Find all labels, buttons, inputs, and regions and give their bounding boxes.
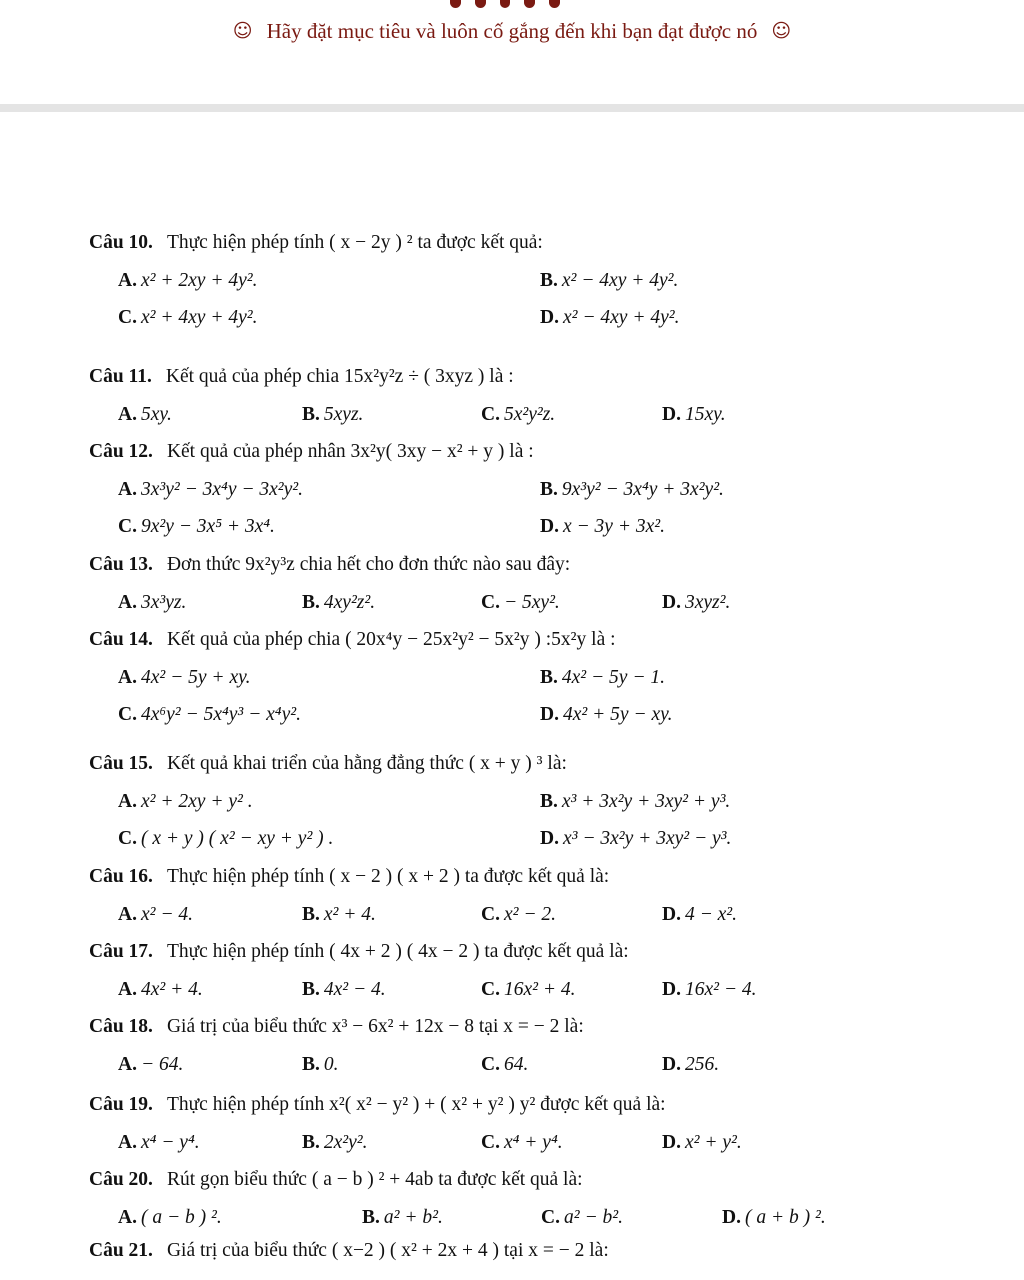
option-text: x⁴ + y⁴. [503,1132,563,1153]
option-text: 4x⁶y² − 5x⁴y³ − x⁴y². [140,704,301,725]
option-key: C. [481,592,500,613]
option-key: A. [118,667,137,688]
option-key: C. [481,1054,500,1075]
option-text: 256. [684,1054,720,1075]
question-number: Câu 10. [89,232,153,253]
option-text: 16x² − 4. [684,979,757,1000]
answer-option[interactable] [118,404,172,426]
option-text: x² − 4. [140,904,194,925]
answer-option[interactable] [662,979,757,1001]
answer-option[interactable] [118,791,253,813]
motto-text: Hãy đặt mục tiêu và luôn cố gắng đến khi bạn đạt được nó [266,18,758,43]
option-text: 3x³yz. [140,592,187,613]
question-text: Kết quả của phép nhân 3x²y( 3xy − x² + y ) là : [166,441,534,462]
option-text: 4x² − 5y + xy. [140,667,251,688]
option-key: C. [481,1132,500,1153]
option-text: x² + y². [684,1132,742,1153]
option-text: 9x³y² − 3x⁴y + 3x²y². [561,479,724,500]
option-key: A. [118,1054,137,1075]
answer-option[interactable] [481,1132,563,1154]
question-text: Đơn thức 9x²y³z chia hết cho đơn thức nào sau đây: [166,554,571,575]
question-stem [89,941,629,963]
option-key: D. [662,979,681,1000]
option-key: D. [662,1054,681,1075]
option-text: 4x² + 4. [140,979,203,1000]
question-text: Kết quả của phép chia 15x²y²z ÷ ( 3xyz ) là : [165,366,514,387]
answer-option[interactable] [722,1207,826,1229]
option-text: 16x² + 4. [503,979,576,1000]
option-text: − 5xy². [503,592,560,613]
answer-option[interactable] [481,904,556,926]
option-key: B. [540,479,558,500]
option-key: B. [540,667,558,688]
smiley-icon: ☺ [232,20,253,42]
question-number: Câu 15. [89,753,153,774]
option-text: 15xy. [684,404,726,425]
option-key: C. [541,1207,560,1228]
option-key: C. [118,516,137,537]
question-text: Kết quả của phép chia ( 20x⁴y − 25x²y² − 5x²y ) :5x²y là : [166,629,616,650]
option-text: x⁴ − y⁴. [140,1132,200,1153]
option-text: 3xyz². [684,592,731,613]
question-stem [89,1094,666,1116]
option-key: B. [302,904,320,925]
answer-option[interactable] [118,270,257,292]
question-number: Câu 13. [89,554,153,575]
answer-option[interactable] [118,1207,222,1229]
answer-option[interactable] [540,270,678,292]
option-text: x² − 4xy + 4y². [561,270,679,291]
option-key: D. [662,592,681,613]
question-number: Câu 18. [89,1016,153,1037]
answer-option[interactable] [118,979,203,1001]
option-text: 4x² + 5y − xy. [562,704,673,725]
option-text: x² + 2xy + y² . [140,791,253,812]
question-number: Câu 14. [89,629,153,650]
answer-option[interactable] [302,592,375,614]
answer-option[interactable] [662,404,726,426]
option-text: 5xyz. [323,404,364,425]
option-key: B. [362,1207,380,1228]
smiley-icon: ☺ [771,20,792,42]
option-text: ( x + y ) ( x² − xy + y² ) . [140,828,334,849]
answer-option[interactable] [302,1054,339,1076]
question-stem [89,866,609,888]
option-key: D. [540,828,559,849]
option-text: ( a + b ) ². [744,1207,826,1228]
answer-option[interactable] [540,828,731,850]
option-text: 3x³y² − 3x⁴y − 3x²y². [140,479,304,500]
option-text: 2x²y². [323,1132,368,1153]
answer-option[interactable] [118,704,301,726]
option-text: 9x²y − 3x⁵ + 3x⁴. [140,516,275,537]
option-key: D. [540,307,559,328]
answer-option[interactable] [662,1054,719,1076]
answer-option[interactable] [481,979,576,1001]
question-stem [89,232,543,254]
option-text: x² − 4xy + 4y². [562,307,680,328]
option-key: C. [481,904,500,925]
option-key: B. [302,404,320,425]
option-key: A. [118,404,137,425]
answer-option[interactable] [362,1207,443,1229]
answer-option[interactable] [118,516,275,538]
answer-option[interactable] [118,828,333,850]
question-number: Câu 19. [89,1094,153,1115]
option-key: B. [302,1132,320,1153]
option-key: A. [118,479,137,500]
answer-option[interactable] [481,592,560,614]
option-text: x³ − 3x²y + 3xy² − y³. [562,828,732,849]
option-text: x³ + 3x²y + 3xy² + y³. [561,791,731,812]
answer-option[interactable] [302,404,363,426]
answer-option[interactable] [662,904,737,926]
option-text: − 64. [140,1054,184,1075]
question-text: Rút gọn biểu thức ( a − b ) ² + 4ab ta được kết quả là: [166,1169,583,1190]
answer-option[interactable] [540,791,730,813]
answer-option[interactable] [302,1132,368,1154]
answer-option[interactable] [481,404,555,426]
question-text: Thực hiện phép tính x²( x² − y² ) + ( x² + y² ) y² được kết quả là: [166,1094,666,1115]
question-text: Thực hiện phép tính ( x − 2y ) ² ta được kết quả: [166,232,543,253]
option-key: D. [722,1207,741,1228]
question-number: Câu 16. [89,866,153,887]
question-stem [89,1169,583,1191]
option-key: B. [302,979,320,1000]
option-text: 4 − x². [684,904,738,925]
question-text: Kết quả khai triển của hằng đẳng thức ( x + y ) ³ là: [166,753,567,774]
answer-option[interactable] [118,667,251,689]
answer-option[interactable] [118,904,193,926]
answer-option[interactable] [302,904,376,926]
option-text: x² − 2. [503,904,557,925]
question-stem [89,441,534,463]
option-text: x² + 4. [323,904,376,925]
option-key: A. [118,592,137,613]
answer-option[interactable] [662,592,730,614]
option-key: C. [481,404,500,425]
option-key: A. [118,270,137,291]
option-text: 64. [503,1054,529,1075]
option-text: 5xy. [140,404,172,425]
answer-option[interactable] [662,1132,742,1154]
option-key: D. [662,404,681,425]
option-key: C. [118,704,137,725]
question-stem [89,753,567,775]
answer-option[interactable] [118,592,186,614]
option-key: C. [118,307,137,328]
question-number: Câu 12. [89,441,153,462]
question-text: Giá trị của biểu thức ( x−2 ) ( x² + 2x + 4 ) tại x = − 2 là: [166,1240,609,1261]
option-key: A. [118,904,137,925]
option-text: x − 3y + 3x². [562,516,665,537]
answer-option[interactable] [540,307,679,329]
answer-option[interactable] [118,307,257,329]
question-stem [89,1240,609,1262]
option-key: B. [302,592,320,613]
question-number: Câu 11. [89,366,152,387]
option-key: B. [302,1054,320,1075]
question-number: Câu 20. [89,1169,153,1190]
option-key: A. [118,1207,137,1228]
option-text: 0. [323,1054,339,1075]
question-stem [89,629,616,651]
option-text: a² − b². [563,1207,623,1228]
option-key: D. [540,516,559,537]
option-text: a² + b². [383,1207,443,1228]
option-key: C. [481,979,500,1000]
question-text: Thực hiện phép tính ( x − 2 ) ( x + 2 ) ta được kết quả là: [166,866,610,887]
option-text: x² + 4xy + 4y². [140,307,258,328]
option-key: A. [118,979,137,1000]
option-text: 4x² − 4. [323,979,386,1000]
section-divider [0,104,1024,112]
option-text: 5x²y²z. [503,404,556,425]
answer-option[interactable] [540,667,665,689]
option-key: C. [118,828,137,849]
answer-option[interactable] [540,516,665,538]
answer-option[interactable] [118,1132,200,1154]
option-key: A. [118,791,137,812]
question-stem [89,1016,584,1038]
question-text: Thực hiện phép tính ( 4x + 2 ) ( 4x − 2 ) ta được kết quả là: [166,941,629,962]
answer-option[interactable] [541,1207,623,1229]
answer-option[interactable] [118,1054,183,1076]
answer-option[interactable] [540,704,673,726]
motto-banner [0,0,1024,62]
answer-option[interactable] [118,479,303,501]
answer-option[interactable] [302,979,386,1001]
option-key: D. [540,704,559,725]
answer-option[interactable] [540,479,724,501]
option-key: B. [540,791,558,812]
question-stem [89,366,514,388]
option-key: D. [662,1132,681,1153]
option-key: D. [662,904,681,925]
question-text: Giá trị của biểu thức x³ − 6x² + 12x − 8 tại x = − 2 là: [166,1016,584,1037]
option-text: ( a − b ) ². [140,1207,222,1228]
option-key: A. [118,1132,137,1153]
question-number: Câu 21. [89,1240,153,1261]
option-text: 4xy²z². [323,592,376,613]
option-text: x² + 2xy + 4y². [140,270,258,291]
option-text: 4x² − 5y − 1. [561,667,665,688]
question-number: Câu 17. [89,941,153,962]
option-key: B. [540,270,558,291]
answer-option[interactable] [481,1054,528,1076]
question-stem [89,554,570,576]
